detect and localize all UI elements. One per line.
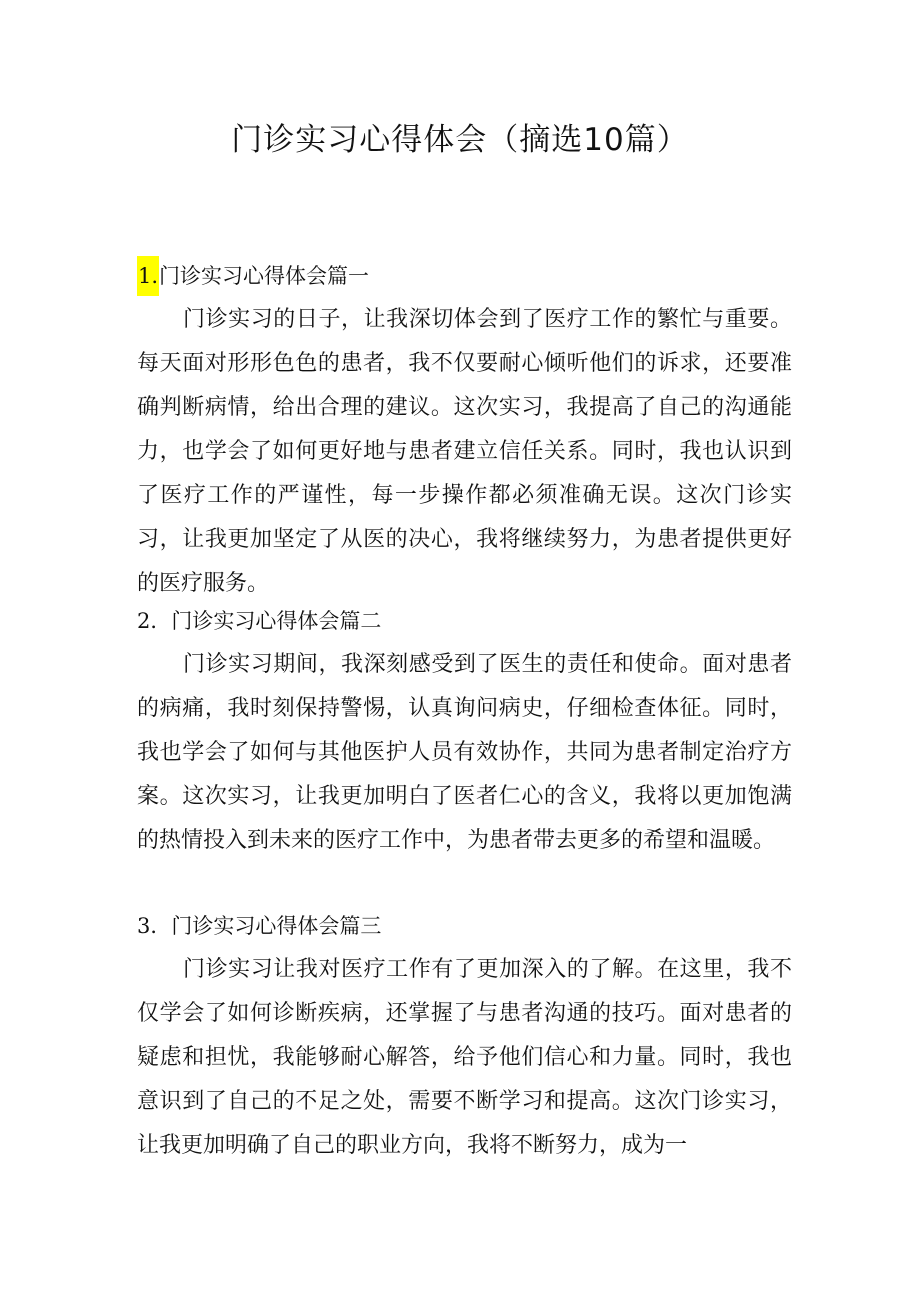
section-number: 3．	[137, 914, 172, 938]
section-number-highlighted: 1.	[137, 256, 159, 296]
section-1	[137, 254, 792, 606]
document-title: 门诊实习心得体会（摘选10篇）	[231, 122, 689, 158]
section-3	[137, 904, 792, 1168]
section-heading	[137, 904, 792, 948]
section-heading	[137, 599, 792, 643]
section-heading-text: 门诊实习心得体会篇一	[159, 264, 370, 288]
section-body: 门诊实习让我对医疗工作有了更加深入的了解。在这里，我不仅学会了如何诊断疾病，还掌握了与患者沟通的技巧。面对患者的疑虑和担忧，我能够耐心解答，给予他们信心和力量。同时，我也意识到了自己的不足之处，需要不断学习和提高。这次门诊实习，让我更加明确了自己的职业方向，我将不断努力，成为一	[137, 957, 792, 1158]
section-heading	[137, 254, 792, 298]
section-body: 门诊实习的日子，让我深切体会到了医疗工作的繁忙与重要。每天面对形形色色的患者，我不仅要耐心倾听他们的诉求，还要准确判断病情，给出合理的建议。这次实习，我提高了自己的沟通能力，也学会了如何更好地与患者建立信任关系。同时，我也认识到了医疗工作的严谨性，每一步操作都必须准确无误。这次门诊实习，让我更加坚定了从医的决心，我将继续努力，为患者提供更好的医疗服务。	[137, 307, 792, 596]
section-number: 2．	[137, 609, 172, 633]
section-heading-text: 门诊实习心得体会篇三	[171, 914, 382, 938]
section-2	[137, 599, 792, 863]
section-heading-text: 门诊实习心得体会篇二	[171, 609, 382, 633]
section-body: 门诊实习期间，我深刻感受到了医生的责任和使命。面对患者的病痛，我时刻保持警惕，认真询问病史，仔细检查体征。同时，我也学会了如何与其他医护人员有效协作，共同为患者制定治疗方案。这次实习，让我更加明白了医者仁心的含义，我将以更加饱满的热情投入到未来的医疗工作中，为患者带去更多的希望和温暖。	[137, 652, 792, 853]
